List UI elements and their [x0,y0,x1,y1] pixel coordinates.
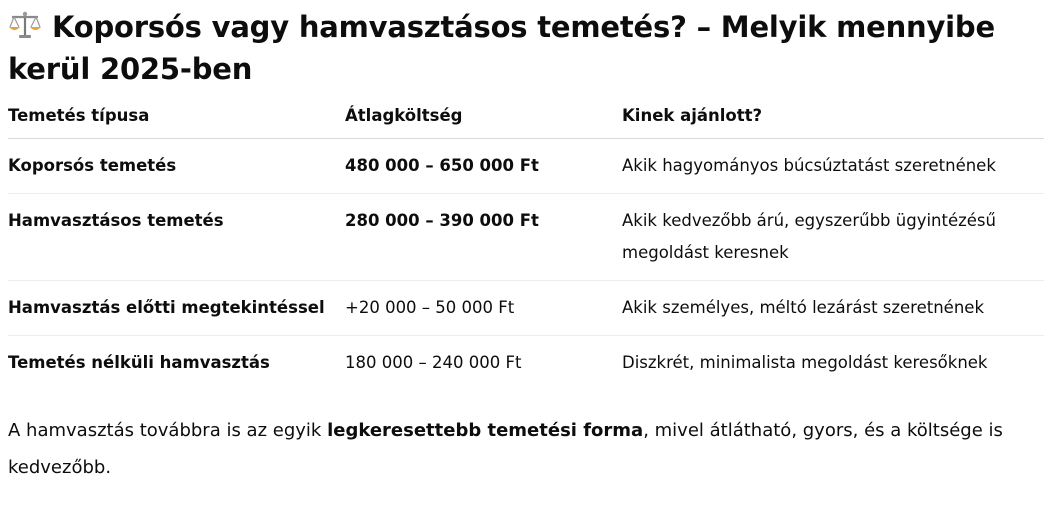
cell-cost: 280 000 – 390 000 Ft [345,194,622,281]
summary-paragraph [8,412,1038,486]
cell-recommended: Akik személyes, méltó lezárást szeretnének [622,281,1044,336]
cell-type: Temetés nélküli hamvasztás [8,353,270,372]
column-header-type: Temetés típusa [8,106,345,139]
table-header-row [8,106,1044,139]
table-row [8,194,1044,281]
cell-type: Hamvasztásos temetés [8,194,345,281]
summary-text-end: , mivel átlátható, gyors, és a költsége is kedvezőbb. [8,420,1003,478]
table-row [8,139,1044,194]
column-header-recommended: Kinek ajánlott? [622,106,1044,139]
cell-recommended: Akik kedvezőbb árú, egyszerűbb ügyintézésű megoldást keresnek [622,194,1044,281]
column-header-cost: Átlagköltség [345,106,622,139]
page-title [8,6,1038,90]
summary-emphasis: legkeresettebb temetési forma [327,420,644,441]
page-title-text: Koporsós vagy hamvasztásos temetés? – Melyik mennyibe kerül 2025-ben [8,10,995,86]
cell-cost: 480 000 – 650 000 Ft [345,139,622,194]
funeral-cost-table [8,106,1044,390]
table-row [8,336,1044,391]
cell-cost: +20 000 – 50 000 Ft [345,281,622,336]
cell-recommended: Diszkrét, minimalista megoldást keresőknek [622,353,988,372]
summary-text-start: A hamvasztás továbbra is az egyik [8,420,328,441]
cell-recommended: Akik hagyományos búcsúztatást szeretnének [622,139,1044,194]
cell-type: Koporsós temetés [8,139,345,194]
balance-scale-icon [8,10,42,40]
table-row [8,281,1044,336]
cell-type: Hamvasztás előtti megtekintéssel [8,281,345,336]
cell-cost: 180 000 – 240 000 Ft [345,353,522,372]
